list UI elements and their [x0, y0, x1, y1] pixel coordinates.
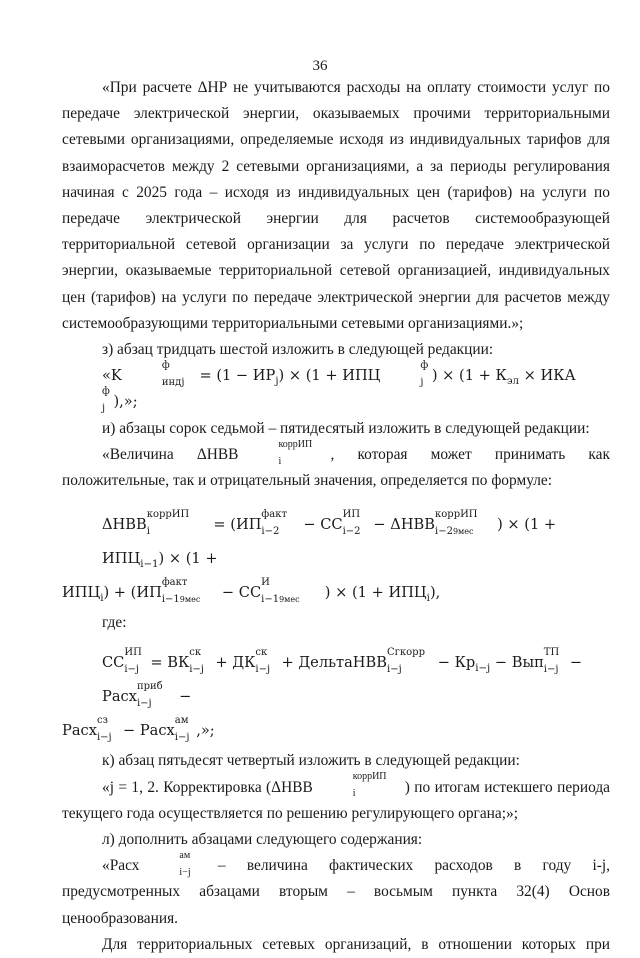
paragraph-amendment-i: и) абзацы сорок седьмой – пятидесятый изложить в следующей редакции:	[102, 419, 590, 437]
where-label: где:	[102, 614, 127, 632]
paragraph-delta-nr: «При расчете ΔНР не учитываются расходы на оплату стоимости услуг по передаче электрической энергии, оказываемых прочими территориальными сетевыми организациями, определяемые исходя из индивидуальных тарифов для взаиморасчетов между 2 сетевыми организациями, а за периоды регулирования начиная с 2025 года – исходя из индивидуальных цен (тарифов) на услуги по передаче электрической энергии для расчетов системообразующей территориальной сетевой организации за услуги по передаче электрической энергии, оказываемые территориальной сетевой организацией, индивидуальных цен (тарифов) на услуги по передаче электрической энергии для расчетов между системообразующими территориальными сетевыми организациями.»;	[62, 79, 610, 332]
formula-k-ind: «K ф индj = $(1 - ИР_j) \times (1$ + ИПЦ ф j ) × ($1 + К_{эл}$ × ИКА ф j ),»;	[102, 359, 576, 415]
paragraph-amendment-k: к) абзац пятьдесят четвертый изложить в следующей редакции:	[102, 752, 520, 770]
paragraph-amendment-z: з) абзац тридцать шестой изложить в следующей редакции:	[102, 341, 494, 359]
paragraph-correction: «j = 1, 2. Корректировка (ΔНВВ коррИП i ) по итогам истекшего периода текущего года осуществляется по решению регулирующего органа;»;	[62, 771, 611, 822]
paragraph-territorial-orgs: Для территориальных сетевых организаций, в отношении которых при	[102, 935, 610, 953]
document-body	[62, 75, 610, 958]
paragraph-amendment-l: л) дополнить абзацами следующего содержания:	[102, 831, 423, 849]
paragraph-delta-nvv-definition: «Величина ΔНВВ коррИП i , которая может принимать как положительные, так и отрицательный значения, определяется по формуле:	[62, 438, 610, 490]
page-number: 36	[312, 58, 328, 74]
formula-ss-ip: СС ИП i−j = ВК ск i−j + ДК ск i−j + ДельтаНВВ Сгкорр i−j − $Кр_{i-j}$ − Вып ТП i−j − Расх приб i−j − Расх сз i−j − Расх ам i−j ,»;	[62, 647, 583, 744]
formula-delta-nvv: ΔНВВ коррИП i = (ИП факт i−2 − СС ИП i−2 − ΔНВВ коррИП i−29мес ) × $(1 + ИПЦ_{i-1}) \times (1$ + $ИПЦ_i) + (ИП$ факт i−19мес − СС И i−19мес ) × $(1 + ИПЦ_i)$,	[62, 508, 557, 605]
paragraph-rash-am: «Расх ам i−j – величина фактических расходов в году i-j, предусмотренных абзацами вторым – восьмым пункта 32(4) Основ ценообразования.	[62, 850, 610, 927]
